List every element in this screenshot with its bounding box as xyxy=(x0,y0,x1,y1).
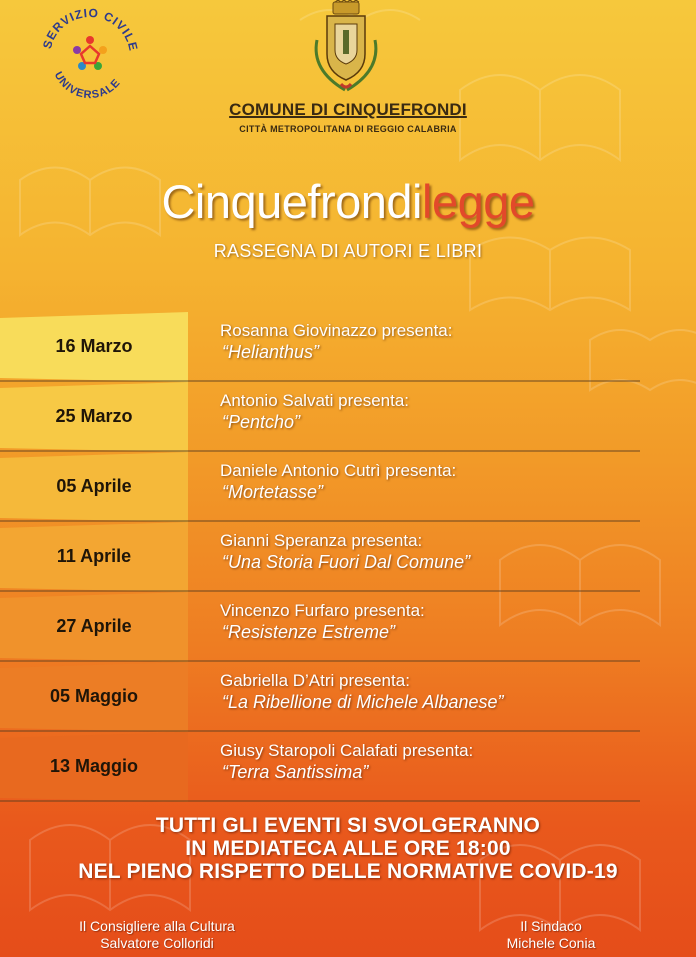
comune-title: COMUNE DI CINQUEFRONDI xyxy=(229,100,467,119)
event-row xyxy=(0,382,640,452)
brand-main: Cinquefrondi xyxy=(161,175,422,228)
event-author: Gabriella D’Atri presenta: xyxy=(220,671,410,690)
signature-name: Salvatore Colloridi xyxy=(100,935,214,951)
event-row xyxy=(0,522,640,592)
event-date: 11 Aprile xyxy=(56,546,132,566)
event-book-title: “La Ribellione di Michele Albanese” xyxy=(222,692,504,712)
event-author: Vincenzo Furfaro presenta: xyxy=(220,601,425,620)
signature-councillor xyxy=(52,918,262,952)
brand-accent: legge xyxy=(422,175,535,228)
event-date: 27 Aprile xyxy=(56,616,132,636)
event-book-title: “Resistenze Estreme” xyxy=(222,622,396,642)
municipal-crest-icon xyxy=(305,0,387,96)
event-subtitle: RASSEGNA DI AUTORI E LIBRI xyxy=(213,241,483,261)
event-row xyxy=(0,592,640,662)
event-date: 25 Marzo xyxy=(55,406,133,426)
event-brand-title xyxy=(0,174,696,229)
event-date: 05 Aprile xyxy=(56,476,132,496)
row-divider xyxy=(0,800,640,802)
event-row xyxy=(0,732,640,802)
event-author: Antonio Salvati presenta: xyxy=(220,391,410,410)
signature-mayor xyxy=(486,918,616,952)
event-date: 05 Maggio xyxy=(49,686,138,706)
notice-line: NEL PIENO RISPETTO DELLE NORMATIVE COVID-19 xyxy=(78,860,618,883)
svg-text:UNIVERSALE: UNIVERSALE xyxy=(51,69,124,100)
servizio-civile-logo xyxy=(38,2,142,100)
notice-line: IN MEDIATECA ALLE ORE 18:00 xyxy=(185,837,511,860)
event-row xyxy=(0,452,640,522)
signature-role: Il Sindaco xyxy=(520,918,582,934)
event-book-title: “Helianthus” xyxy=(222,342,320,362)
event-row xyxy=(0,662,640,732)
svg-text:SERVIZIO CIVILE: SERVIZIO CIVILE xyxy=(39,5,141,53)
event-date: 16 Marzo xyxy=(55,336,133,356)
event-book-title: “Terra Santissima” xyxy=(222,762,369,782)
comune-subtitle: CITTÀ METROPOLITANA DI REGGIO CALABRIA xyxy=(239,124,457,134)
event-book-title: “Una Storia Fuori Dal Comune” xyxy=(222,552,471,572)
event-schedule xyxy=(0,312,696,802)
event-row xyxy=(0,312,640,382)
event-author: Gianni Speranza presenta: xyxy=(220,531,423,550)
event-date: 13 Maggio xyxy=(49,756,138,776)
event-notice xyxy=(0,814,696,883)
event-author: Daniele Antonio Cutrì presenta: xyxy=(220,461,457,480)
event-book-title: “Mortetasse” xyxy=(222,482,324,502)
signature-role: Il Consigliere alla Cultura xyxy=(79,918,235,934)
signature-name: Michele Conia xyxy=(506,935,596,951)
event-author: Giusy Staropoli Calafati presenta: xyxy=(220,741,474,760)
event-author: Rosanna Giovinazzo presenta: xyxy=(220,321,453,340)
event-book-title: “Pentcho” xyxy=(222,412,301,432)
notice-line: TUTTI GLI EVENTI SI SVOLGERANNO xyxy=(155,814,541,837)
